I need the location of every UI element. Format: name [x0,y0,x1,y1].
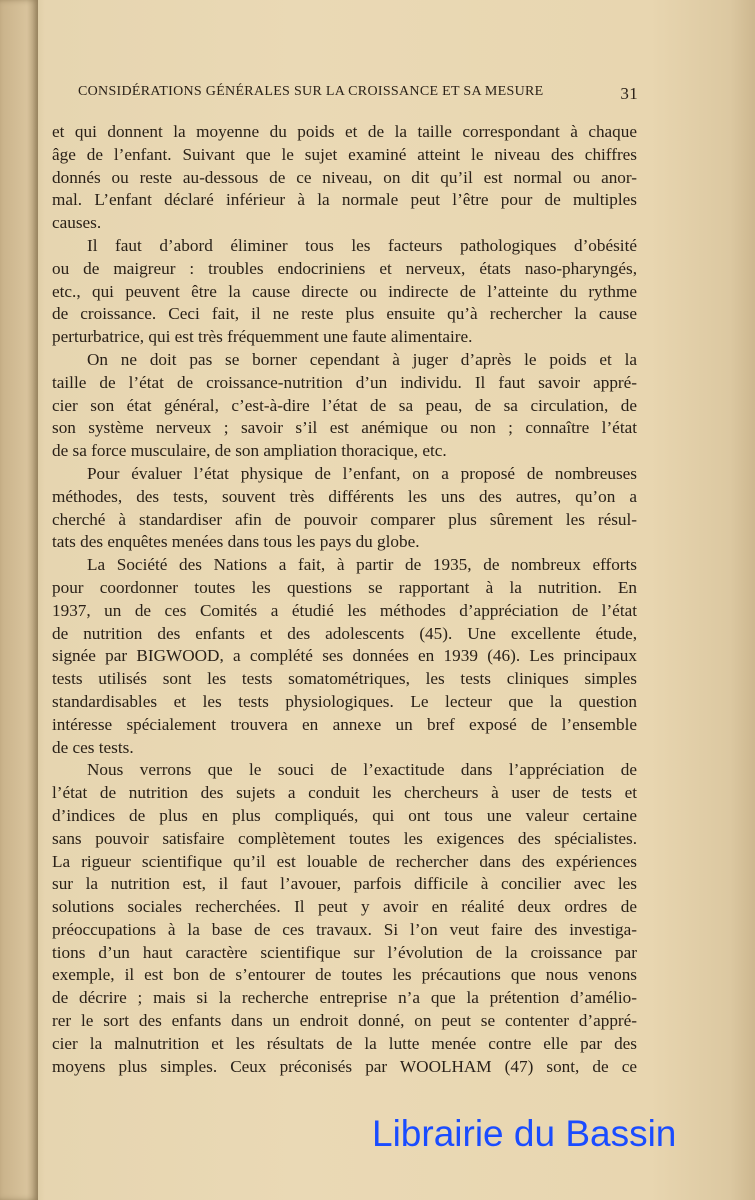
text-line: On ne doit pas se borner cependant à juger d’après le poids et la [87,349,637,369]
previous-page-edge [0,0,38,1200]
watermark: Librairie du Bassin [372,1113,677,1154]
text-line: de croissance. Ceci fait, il ne reste plus ensuite qu’à rechercher la cause [52,304,637,324]
text-line: 1937, un de ces Comités a étudié les méthodes d’appréciation de l’état [52,600,637,620]
text-line: cier la malnutrition et les résultats de la lutte menée contre elle par des [52,1033,637,1053]
text-line: La Société des Nations a fait, à partir de 1935, de nombreux efforts [87,555,637,575]
text-line: standardisables et les tests physiologiques. Le lecteur que la question [52,691,637,711]
text-line: moyens plus simples. Ceux préconisés par WOOLHAM (47) sont, de ce [52,1056,637,1076]
text-line: intéresse spécialement trouvera en annexe un bref exposé de l’ensemble [52,714,637,734]
text-line: mal. L’enfant déclaré inférieur à la normale peut l’être pour de multiples [52,190,637,210]
text-line: tests utilisés sont les tests somatométriques, les tests cliniques simples [52,669,637,689]
text-line: cier son état général, c’est-à-dire l’état de sa peau, de sa circulation, de [52,395,637,415]
text-line: de nutrition des enfants et des adolescents (45). Une excellente étude, [52,623,637,643]
text-line: méthodes, des tests, souvent très différents les uns des autres, qu’on a [52,486,637,506]
running-title: CONSIDÉRATIONS GÉNÉRALES SUR LA CROISSANCE ET SA MESURE [78,84,544,99]
text-line: Il faut d’abord éliminer tous les facteurs pathologiques d’obésité [87,235,637,255]
text-line: La rigueur scientifique qu’il est louable de rechercher dans des expériences [52,851,637,871]
text-line: taille de l’état de croissance-nutrition d’un individu. Il faut savoir appré- [52,372,637,392]
text-line: préoccupations à la base de ces travaux. Si l’on veut faire des investiga- [52,919,637,939]
text-line: etc., qui peuvent être la cause directe ou indirecte de l’atteinte du rythme [52,281,637,301]
text-line: sur la nutrition est, il faut l’avouer, parfois difficile à concilier avec les [52,874,637,894]
text-line: donnés ou reste au-dessous de ce niveau, on dit qu’il est normal ou anor- [52,167,637,187]
text-line: son système nerveux ; savoir s’il est anémique ou non ; connaître l’état [52,418,637,438]
text-line: de sa force musculaire, de son ampliation thoracique, etc. [52,441,447,461]
text-line: solutions sociales recherchées. Il peut y avoir en réalité deux ordres de [52,897,637,917]
text-line: pour coordonner toutes les questions se rapportant à la nutrition. En [52,577,637,597]
text-line: de décrire ; mais si la recherche entreprise n’a que la prétention d’amélio- [52,988,637,1008]
text-line: rer le sort des enfants dans un endroit donné, on peut se contenter d’appré- [52,1011,637,1031]
text-line: causes. [52,213,102,233]
text-line: exemple, il est bon de s’entourer de toutes les précautions que nous venons [52,965,637,985]
text-line: âge de l’enfant. Suivant que le sujet examiné atteint le niveau des chiffres [52,144,637,164]
text-line: Nous verrons que le souci de l’exactitude dans l’appréciation de [87,760,637,780]
text-line: d’indices de plus en plus compliqués, qui ont tous une valeur certaine [52,805,637,825]
text-line: signée par BIGWOOD, a complété ses données en 1939 (46). Les principaux [52,646,637,666]
text-line: l’état de nutrition des sujets a conduit les chercheurs à user de tests et [52,783,637,803]
page-body-text [52,121,637,1078]
text-line: tats des enquêtes menées dans tous les pays du globe. [52,532,420,552]
text-line: perturbatrice, qui est très fréquemment une faute alimentaire. [52,327,473,347]
page-number: 31 [620,84,638,103]
text-line: et qui donnent la moyenne du poids et de la taille correspondant à chaque [52,122,637,141]
text-line: sans pouvoir satisfaire complètement toutes les exigences des spécialistes. [52,828,637,848]
running-header [78,84,638,104]
text-line: tions d’un haut caractère scientifique sur l’évolution de la croissance par [52,942,637,962]
text-line: Pour évaluer l’état physique de l’enfant, on a proposé de nombreuses [87,463,637,483]
text-line: ou de maigreur : troubles endocriniens et nerveux, états naso-pharyngés, [52,258,637,278]
text-line: cherché à standardiser afin de pouvoir comparer plus sûrement les résul- [52,509,637,529]
text-line: de ces tests. [52,737,134,757]
